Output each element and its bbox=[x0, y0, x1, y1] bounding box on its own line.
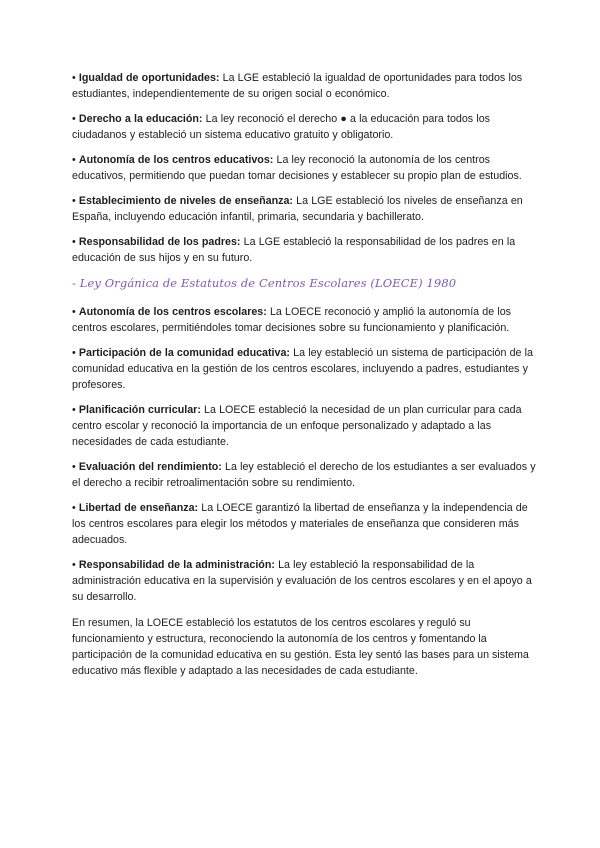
bullet: • bbox=[72, 502, 76, 514]
bullet: • bbox=[72, 347, 76, 359]
bullet: • bbox=[72, 113, 76, 125]
item-text: La ley reconoció la autonomía de los centros educativos, permitiendo que puedan tomar decisiones y establecer su propio plan de estudios. bbox=[72, 154, 522, 182]
item-term: Autonomía de los centros educativos: bbox=[78, 154, 274, 166]
bullet: • bbox=[72, 236, 76, 248]
bullet: • bbox=[72, 461, 76, 473]
document-page bbox=[72, 70, 536, 679]
list-item-derecho bbox=[72, 111, 536, 143]
list-item-autonomia-educativos bbox=[72, 152, 536, 184]
list-item-padres bbox=[72, 234, 536, 266]
item-text: La LOECE estableció la necesidad de un plan curricular para cada centro escolar y reconoció la importancia de un enfoque personalizado y adaptado a las necesidades de cada estudiante. bbox=[72, 404, 522, 448]
list-item-planificacion bbox=[72, 402, 536, 450]
item-text: La ley estableció un sistema de participación de la comunidad educativa en la gestión de los centros escolares, incluyendo a padres, estudiantes y profesores. bbox=[72, 347, 533, 391]
summary-paragraph: En resumen, la LOECE estableció los estatutos de los centros escolares y reguló su funcionamiento y estructura, reconociendo la autonomía de los centros y fomentando la participación de la comunidad educativa en su gestión. Esta ley sentó las bases para un sistema educativo más flexible y adaptado a las necesidades de cada estudiante. bbox=[72, 617, 529, 677]
item-text: La LOECE reconoció y amplió la autonomía de los centros escolares, permitiéndoles tomar decisiones sobre su funcionamiento y planificación. bbox=[72, 306, 511, 334]
item-text: La LGE estableció la responsabilidad de los padres en la educación de sus hijos y en su futuro. bbox=[72, 236, 516, 264]
bullet: • bbox=[72, 559, 76, 571]
list-item-niveles bbox=[72, 193, 536, 225]
item-term: Responsabilidad de los padres: bbox=[78, 236, 241, 248]
list-item-libertad bbox=[72, 500, 536, 548]
list-item-igualdad bbox=[72, 70, 536, 102]
item-text: La ley reconoció el derecho ● a la educación para todos los ciudadanos y estableció un sistema educativo gratuito y obligatorio. bbox=[72, 113, 490, 141]
item-term: Planificación curricular: bbox=[78, 404, 201, 416]
bullet: • bbox=[72, 72, 76, 84]
item-text: La ley estableció la responsabilidad de la administración educativa en la supervisión y evaluación de los centros escolares y en el apoyo a su desarrollo. bbox=[72, 559, 532, 603]
item-term: Autonomía de los centros escolares: bbox=[78, 306, 267, 318]
item-term: Derecho a la educación: bbox=[78, 113, 203, 125]
item-term: Establecimiento de niveles de enseñanza: bbox=[78, 195, 293, 207]
item-text: La LGE estableció los niveles de enseñanza en España, incluyendo educación infantil, primaria, secundaria y bachillerato. bbox=[72, 195, 523, 223]
bullet: • bbox=[72, 306, 76, 318]
bullet: • bbox=[72, 404, 76, 416]
list-item-evaluacion bbox=[72, 459, 536, 491]
list-item-autonomia-escolares bbox=[72, 304, 536, 336]
bullet: • bbox=[72, 195, 76, 207]
item-text: La LGE estableció la igualdad de oportunidades para todos los estudiantes, independientemente de su origen social o económico. bbox=[72, 72, 523, 100]
item-term: Evaluación del rendimiento: bbox=[78, 461, 222, 473]
item-term: Igualdad de oportunidades: bbox=[78, 72, 220, 84]
item-term: Participación de la comunidad educativa: bbox=[78, 347, 290, 359]
bullet: • bbox=[72, 154, 76, 166]
item-text: La ley estableció el derecho de los estudiantes a ser evaluados y el derecho a recibir retroalimentación sobre su rendimiento. bbox=[72, 461, 536, 489]
list-item-administracion bbox=[72, 557, 536, 605]
section-heading-loece: - Ley Orgánica de Estatutos de Centros Escolares (LOECE) 1980 bbox=[72, 276, 457, 290]
item-text: La LOECE garantizó la libertad de enseñanza y la independencia de los centros escolares para elegir los métodos y materiales de enseñanza que consideren más adecuados. bbox=[72, 502, 528, 546]
item-term: Responsabilidad de la administración: bbox=[78, 559, 275, 571]
list-item-participacion bbox=[72, 345, 536, 393]
item-term: Libertad de enseñanza: bbox=[78, 502, 199, 514]
